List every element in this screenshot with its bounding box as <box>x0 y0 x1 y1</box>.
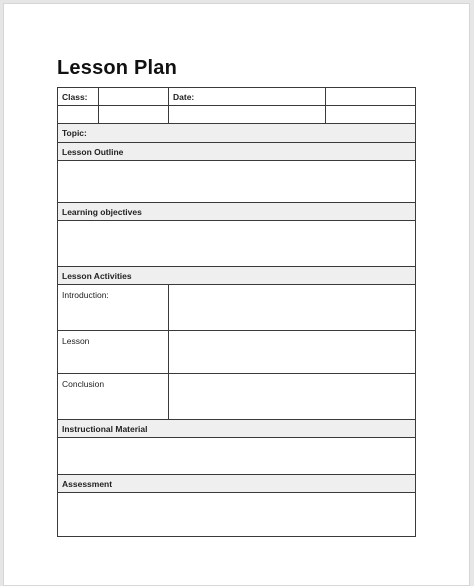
lesson-outline-header-row <box>58 143 416 161</box>
conclusion-body[interactable] <box>169 374 416 420</box>
page-title: Lesson Plan <box>57 57 178 79</box>
introduction-label: Introduction: <box>58 285 169 331</box>
lesson-outline-header: Lesson Outline <box>58 143 416 161</box>
empty-cell[interactable] <box>326 106 416 124</box>
instructional-material-body[interactable] <box>58 438 416 475</box>
lesson-row <box>58 331 416 374</box>
introduction-body[interactable] <box>169 285 416 331</box>
conclusion-row <box>58 374 416 420</box>
instructional-material-header-row <box>58 420 416 438</box>
assessment-header-row <box>58 475 416 493</box>
instructional-material-header: Instructional Material <box>58 420 416 438</box>
header-row <box>58 88 416 106</box>
learning-objectives-header: Learning objectives <box>58 203 416 221</box>
lesson-outline-body[interactable] <box>58 161 416 203</box>
assessment-body[interactable] <box>58 493 416 537</box>
conclusion-label: Conclusion <box>58 374 169 420</box>
topic-label[interactable]: Topic: <box>58 124 416 143</box>
empty-cell[interactable] <box>169 106 326 124</box>
lesson-label: Lesson <box>58 331 169 374</box>
assessment-body-row <box>58 493 416 537</box>
lesson-plan-table <box>57 87 416 537</box>
date-value-cell[interactable] <box>326 88 416 106</box>
lesson-activities-header: Lesson Activities <box>58 267 416 285</box>
lesson-activities-header-row <box>58 267 416 285</box>
empty-cell[interactable] <box>58 106 99 124</box>
lesson-outline-body-row <box>58 161 416 203</box>
assessment-header: Assessment <box>58 475 416 493</box>
introduction-row <box>58 285 416 331</box>
lesson-body[interactable] <box>169 331 416 374</box>
learning-objectives-header-row <box>58 203 416 221</box>
empty-cell[interactable] <box>99 106 169 124</box>
header-row-2 <box>58 106 416 124</box>
instructional-material-body-row <box>58 438 416 475</box>
learning-objectives-body-row <box>58 221 416 267</box>
class-value-cell[interactable] <box>99 88 169 106</box>
class-label: Class: <box>58 88 99 106</box>
learning-objectives-body[interactable] <box>58 221 416 267</box>
lesson-plan-form <box>57 87 415 537</box>
date-label: Date: <box>169 88 326 106</box>
topic-row <box>58 124 416 143</box>
